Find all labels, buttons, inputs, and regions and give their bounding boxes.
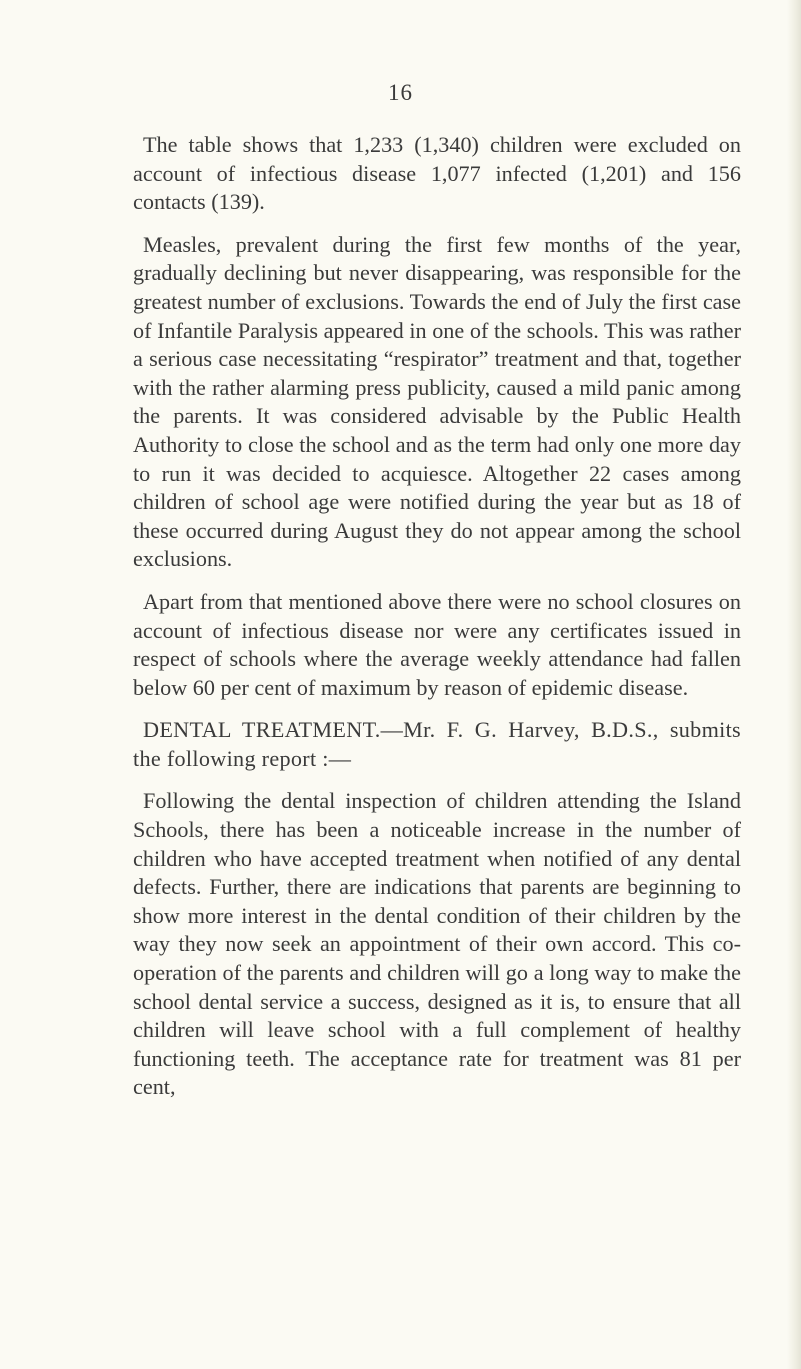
paragraph-dental-report: Following the dental inspection of children attending the Island Schools, there has been a noticeable increase in the number of children who have accepted treatment when notified of any dental defects. Further, there are indications that parents are beginning to show more interest in the dental condition of their children by the way they now seek an appointment of their own accord. This co-operation of the parents and children will go a long way to make the school dental service a success, designed as it is, to ensure that all children will leave school with a full complement of healthy functioning teeth. The acceptance rate for treatment was 81 per cent, — [133, 788, 741, 1100]
paragraph-exclusions-summary: The table shows that 1,233 (1,340) children were excluded on account of infectious disease 1,077 infected (1,201) and 156 contacts (139). — [133, 132, 741, 215]
paragraph-measles-infantile-paralysis: Measles, prevalent during the first few months of the year, gradually declining but never disappearing, was responsible for the greatest number of exclusions. Towards the end of July the first case of Infantile Paralysis appeared in one of the schools. This was rather a serious case necessitating “respirator” treatment and that, together with the rather alarming press publicity, caused a mild panic among the parents. It was considered advisable by the Public Health Authority to close the school and as the term had only one more day to run it was decided to acquiesce. Altogether 22 cases among children of school age were notified during the year but as 18 of these occurred during August they do not appear among the school exclusions. — [133, 231, 741, 572]
page-edge — [787, 0, 801, 1369]
paragraph-school-closures: Apart from that mentioned above there were no school closures on account of infectious disease nor were any certificates issued in respect of schools where the average weekly attendance had fallen below 60 per cent of maximum by reason of epidemic disease. — [133, 588, 741, 700]
paragraph-dental-treatment-heading: DENTAL TREATMENT.—Mr. F. G. Harvey, B.D.S., submits the following report :— — [133, 717, 741, 771]
page-number: 16 — [388, 80, 413, 105]
document-body — [133, 131, 741, 1116]
